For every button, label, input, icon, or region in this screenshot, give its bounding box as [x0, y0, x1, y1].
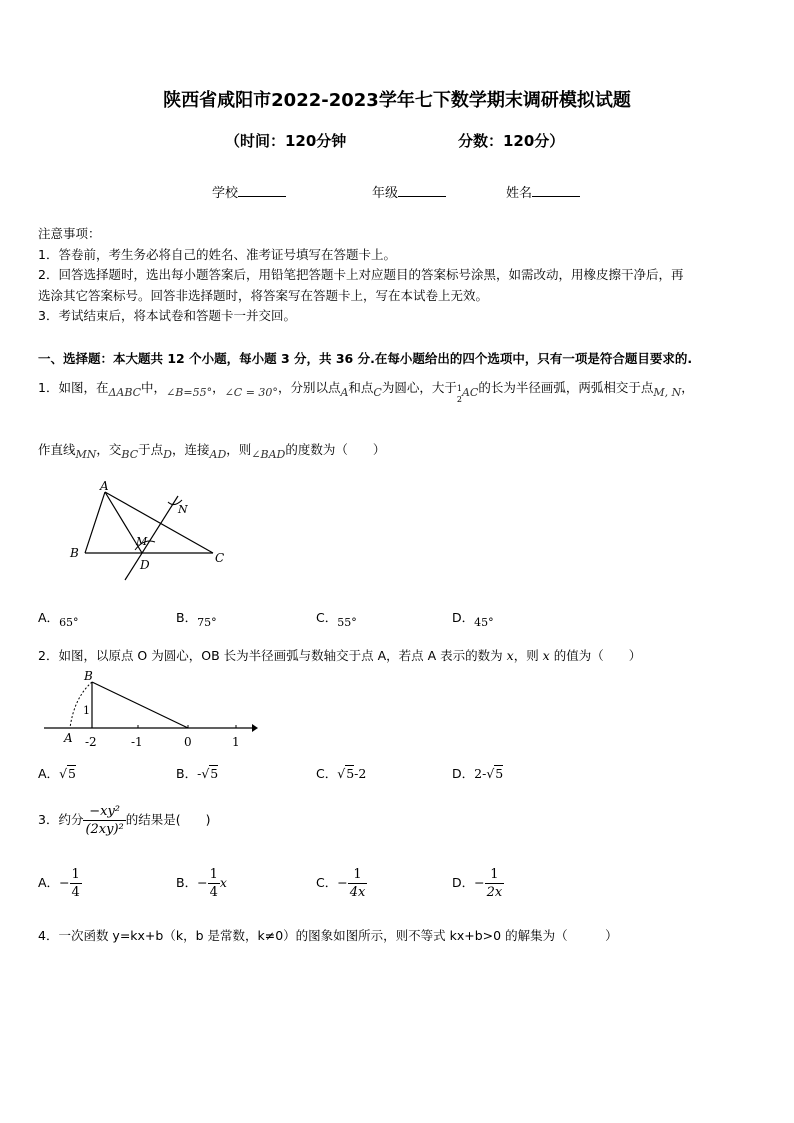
q3-option-b[interactable]: B．− $\frac{1}{4}$ x	[176, 867, 227, 900]
q1-text: ，连接	[171, 442, 210, 457]
q1-text: ，交	[96, 442, 122, 457]
q1-half-fraction: 1 2	[456, 384, 462, 404]
school-label: 学校	[212, 186, 239, 201]
question-2	[38, 646, 641, 664]
q2-tick-label: -2	[85, 735, 97, 749]
q1-text: 中，	[141, 380, 167, 395]
notes-heading: 注意事项：	[38, 226, 101, 241]
q1-text: 和点	[348, 380, 374, 395]
question-3	[38, 803, 211, 838]
q1-point-a: A	[340, 386, 349, 399]
notes-block	[38, 224, 683, 327]
q3-option-fraction: $\frac{1}{2x}$	[486, 867, 503, 900]
q3-option-d[interactable]: D．− $\frac{1}{2x}$	[452, 867, 503, 900]
q1-text: 1．如图，在	[38, 380, 109, 395]
q1-fig-label-n: N	[178, 503, 188, 516]
name-field	[506, 182, 580, 201]
q2-option-value: 2-√5	[474, 766, 504, 781]
q1-segment-ac: AC	[461, 386, 479, 399]
grade-label: 年级	[372, 186, 399, 201]
q1-line-mn: MN	[75, 448, 97, 461]
q1-text: ，分别以点	[277, 380, 341, 395]
q2-tick-label: 0	[184, 735, 192, 749]
page-title: 陕西省咸阳市2022-2023学年七下数学期末调研模拟试题	[163, 90, 631, 111]
q2-option-a[interactable]: A．√5	[38, 766, 76, 781]
q2-number-line-figure	[40, 668, 260, 750]
exam-score: 分数：120分）	[458, 132, 565, 150]
q1-point-c: C	[373, 386, 382, 399]
q3-fraction: $\frac{\text{−xy²}}{\text{(2xy)²}}$	[85, 804, 124, 837]
q1-angle-c: ∠C = 30°	[224, 386, 278, 399]
q1-text: 为圆心，大于	[381, 380, 457, 395]
q2-axis-arrow	[252, 724, 258, 732]
q1-fig-label-b: B	[70, 546, 79, 560]
q1-triangle: ΔABC	[108, 386, 142, 399]
q1-side-ac	[105, 492, 213, 553]
q1-text: 的长为半径画弧，两弧相交于点	[478, 380, 654, 395]
q1-text: ，	[681, 380, 694, 395]
q1-point-d: D	[163, 448, 172, 461]
q2-option-b[interactable]: B．-√5	[176, 766, 219, 781]
q1-text: 作直线	[38, 442, 76, 457]
school-field	[212, 182, 286, 201]
q2-text: ，则	[513, 648, 543, 663]
name-label: 姓名	[506, 186, 533, 201]
q1-segment-bc: BC	[121, 448, 139, 461]
q2-segment-ob	[92, 682, 188, 728]
notes-line: 2．回答选择题时，选出每小题答案后，用铅笔把答题卡上对应题目的答案标号涂黑，如需改动，用橡皮擦干净后，再	[38, 267, 684, 282]
q3-option-fraction: $\frac{1}{4}$	[209, 867, 218, 900]
grade-blank[interactable]	[398, 184, 446, 197]
q2-var-x: x	[542, 648, 550, 663]
question-4: 4．一次函数 y=kx+b（k，b 是常数，k≠0）的图象如图所示，则不等式 kx+b>0 的解集为（ ）	[38, 928, 618, 943]
q1-text: ，则	[226, 442, 252, 457]
q3-option-fraction: $\frac{1}{4}$	[71, 867, 80, 900]
q1-fig-label-m: M	[136, 535, 148, 548]
grade-field	[372, 182, 446, 201]
q2-fig-label-one: 1	[83, 704, 90, 717]
q1-points-mn: M, N	[653, 386, 682, 399]
notes-line: 选涂其它答案标号。回答非选择题时，将答案写在答题卡上，写在本试卷上无效。	[38, 287, 489, 303]
q2-tick-label: -1	[131, 735, 143, 749]
notes-line: 1．答卷前，考生务必将自己的姓名、准考证号填写在答题卡上。	[38, 246, 396, 262]
q2-option-c[interactable]: C．√5-2	[316, 766, 367, 781]
q1-segment-ad: AD	[209, 448, 227, 461]
notes-line: 3．考试结束后，将本试卷和答题卡一并交回。	[38, 308, 296, 323]
name-blank[interactable]	[532, 184, 580, 197]
q1-text: 的度数为（ ）	[285, 442, 386, 457]
question-1-line-1	[38, 378, 694, 405]
q2-fig-label-b: B	[84, 669, 93, 683]
q1-text: ，	[212, 380, 225, 395]
q1-angle-bad: ∠BAD	[251, 448, 286, 461]
q1-fig-label-c: C	[215, 551, 225, 565]
q1-side-ab	[85, 492, 105, 553]
q3-option-c[interactable]: C．− $\frac{1}{4x}$	[316, 867, 366, 900]
q2-option-value: -√5	[197, 766, 219, 781]
school-blank[interactable]	[238, 184, 286, 197]
q3-option-fraction: $\frac{1}{4x}$	[349, 867, 366, 900]
q1-triangle-figure	[60, 478, 240, 588]
exam-time: （时间：120分钟	[225, 132, 347, 150]
q1-option-c[interactable]: C．55°	[316, 610, 357, 629]
q1-angle-b: ∠B=55°	[166, 386, 213, 399]
q2-option-value: √5-2	[337, 766, 367, 781]
q1-option-a[interactable]: A．65°	[38, 610, 79, 629]
q2-tick-label: 1	[232, 735, 240, 749]
question-1-line-2	[38, 440, 385, 461]
q2-fig-label-a: A	[64, 731, 73, 745]
q1-text: 于点	[138, 442, 164, 457]
q1-fig-label-a: A	[100, 479, 109, 493]
q1-option-d[interactable]: D．45°	[452, 610, 494, 629]
q3-text: 3．约分	[38, 812, 84, 827]
section-heading: 一、选择题：本大题共 12 个小题，每小题 3 分，共 36 分.在每小题给出的四个选项中，只有一项是符合题目要求的.	[38, 351, 693, 366]
q1-option-b[interactable]: B．75°	[176, 610, 217, 629]
q2-option-value: √5	[59, 766, 76, 781]
q3-text: 的结果是( )	[125, 812, 211, 827]
q2-text: 的值为（ ）	[549, 648, 642, 663]
q2-text: 2．如图，以原点 O 为圆心，OB 长为半径画弧与数轴交于点 A，若点 A 表示的数为	[38, 648, 507, 663]
q3-option-a[interactable]: A．− $\frac{1}{4}$	[38, 867, 80, 900]
q2-var-x: x	[506, 648, 514, 663]
q2-option-d[interactable]: D．2-√5	[452, 766, 504, 781]
q1-fig-label-d: D	[140, 558, 150, 572]
